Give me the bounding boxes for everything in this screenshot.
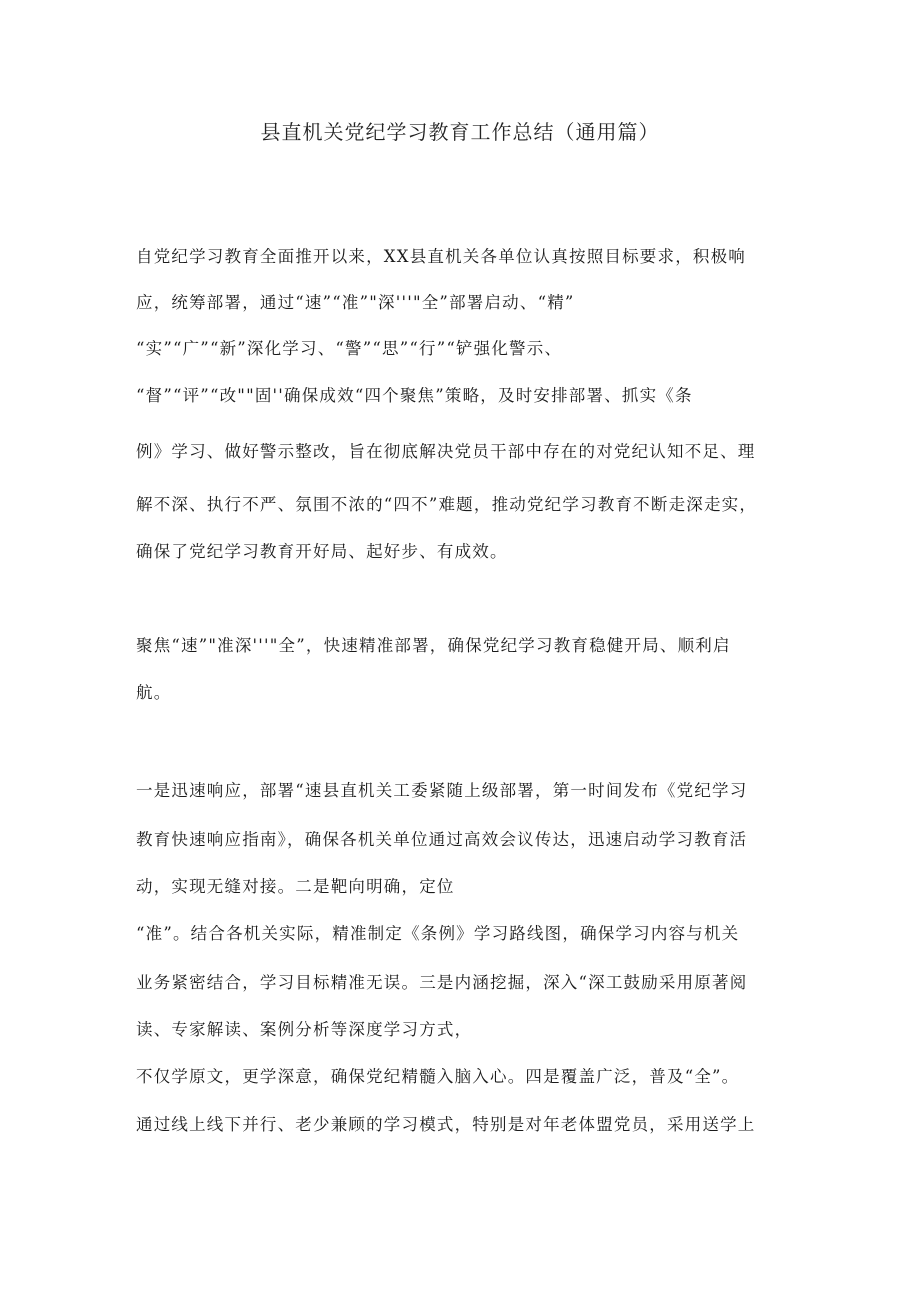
paragraph-1-line-7: 确保了党纪学习教育开好局、起好步、有成效。 bbox=[136, 542, 508, 561]
paragraph-3-line-3: 动，实现无缝对接。二是靶向明确，定位 bbox=[136, 877, 455, 896]
paragraph-1-line-3: “实”“广”“新”深化学习、“警”“思”“行”“铲强化警示、 bbox=[136, 339, 563, 358]
paragraph-1-line-4: “督”“评”“改""固''确保成效“四个聚焦”策略，及时安排部署、抓实《条 bbox=[136, 386, 693, 405]
paragraph-2-line-2: 航。 bbox=[136, 683, 172, 702]
paragraph-1-line-6: 解不深、执行不严、氛围不浓的“四不”难题，推动党纪学习教育不断走深走实， bbox=[136, 495, 758, 514]
paragraph-1-line-1: 自党纪学习教育全面推开以来，XX县直机关各单位认真按照目标要求，积极响 bbox=[136, 247, 746, 266]
paragraph-3-line-1: 一是迅速响应，部署“速县直机关工委紧随上级部署，第一时间发布《党纪学习 bbox=[136, 781, 748, 800]
paragraph-3-line-8: 通过线上线下并行、老少兼顾的学习模式，特别是对年老体盟党员，采用送学上 bbox=[136, 1115, 756, 1134]
paragraph-3-line-4: “准”。结合各机关实际，精准制定《条例》学习路线图，确保学习内容与机关 bbox=[136, 924, 740, 943]
paragraph-1-line-2: 应，统筹部署，通过“速”“准”"深'''"全”部署启动、“精” bbox=[136, 293, 575, 312]
paragraph-1-line-5: 例》学习、做好警示整改，旨在彻底解决党员干部中存在的对党纪认知不足、理 bbox=[136, 442, 756, 461]
document-title: 县直机关党纪学习教育工作总结（通用篇） bbox=[260, 120, 660, 144]
paragraph-3-line-7: 不仅学原文，更学深意，确保党纪精髓入脑入心。四是覆盖广泛，普及“全”。 bbox=[136, 1067, 740, 1086]
paragraph-3-line-2: 教育快速响应指南》，确保各机关单位通过高效会议传达，迅速启动学习教育活 bbox=[136, 830, 748, 849]
paragraph-3-line-5: 业务紧密结合，学习目标精准无误。三是内涵挖掘，深入“深工鼓励采用原著阅 bbox=[136, 973, 748, 992]
paragraph-2-line-1: 聚焦“速”"准深'''"全”，快速精准部署，确保党纪学习教育稳健开局、顺利启 bbox=[136, 636, 731, 655]
paragraph-3-line-6: 读、专家解读、案例分析等深度学习方式， bbox=[136, 1020, 473, 1039]
